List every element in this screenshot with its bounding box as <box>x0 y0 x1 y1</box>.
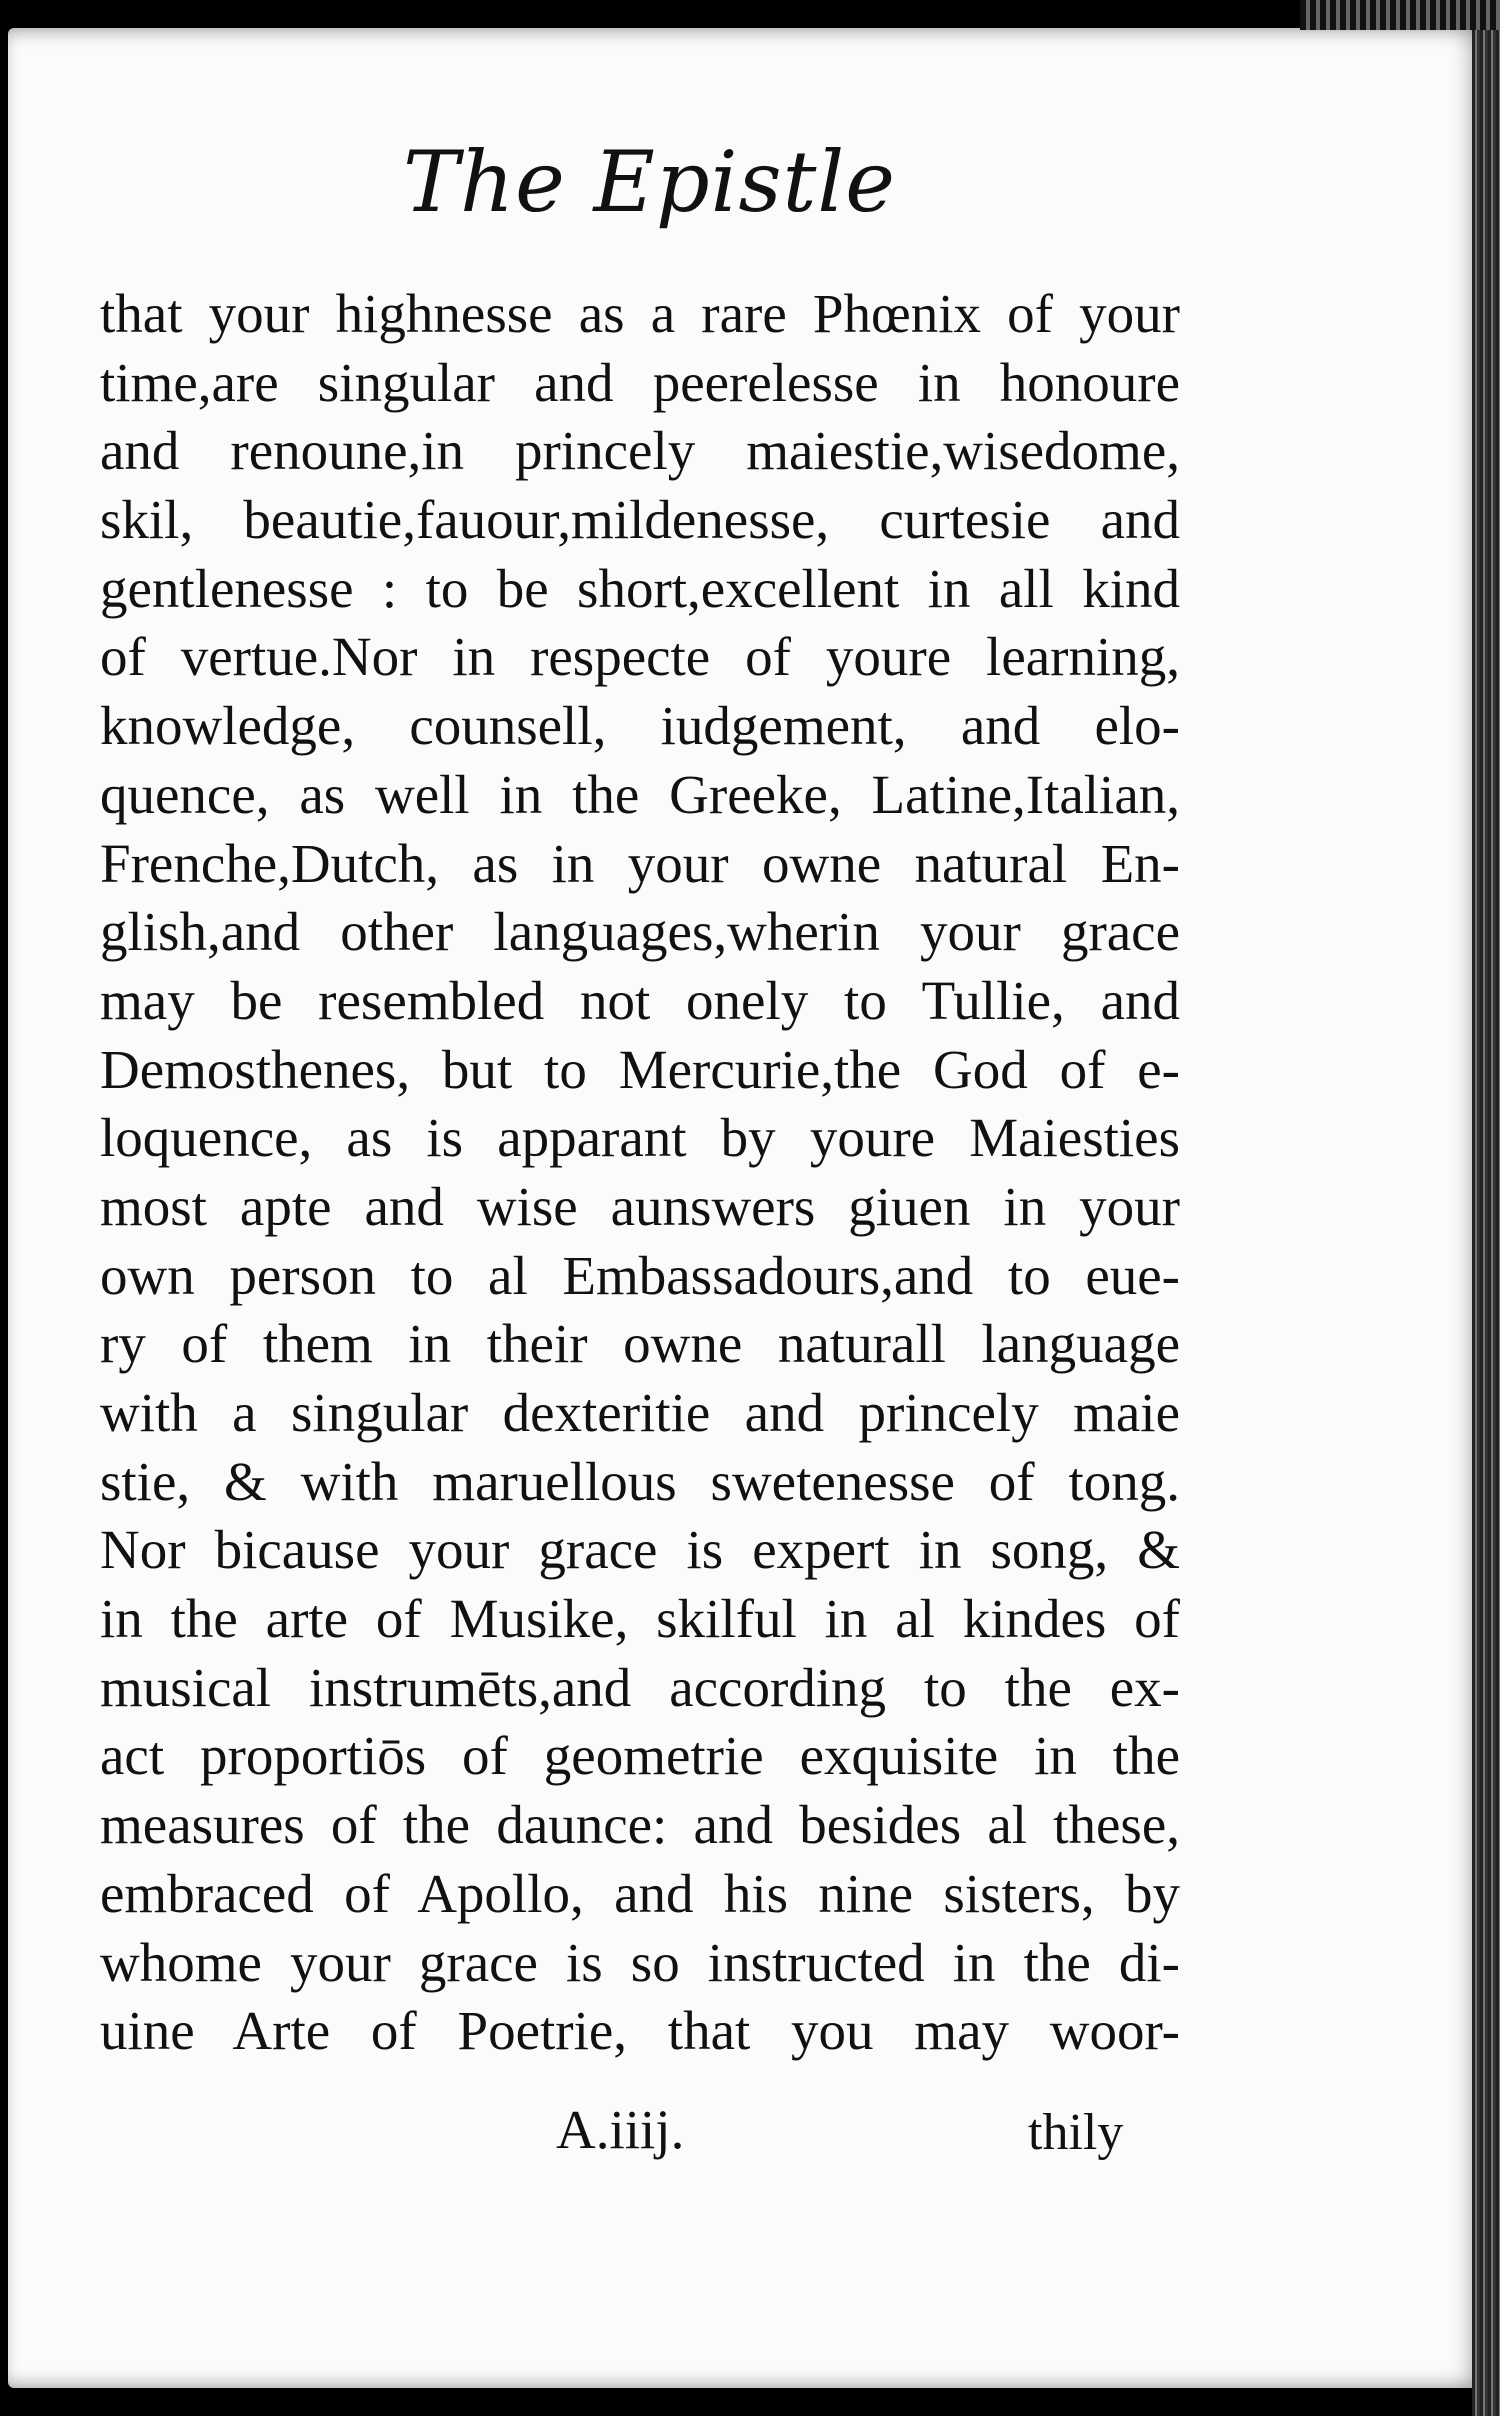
text-line: gentlenesse : to be short,excellent in all kind <box>100 557 1180 619</box>
text-line: musical instrumēts,and according to the ex- <box>100 1656 1180 1718</box>
text-line: in the arte of Musike, skilful in al kindes of <box>100 1588 1180 1650</box>
text-line: loquence, as is apparant by youre Maiesties <box>100 1107 1180 1169</box>
text-line: ry of them in their owne naturall language <box>100 1313 1180 1375</box>
text-line: skil, beautie,fauour,mildenesse, curtesie and <box>100 489 1180 551</box>
text-line: glish,and other languages,wherin your grace <box>100 901 1180 963</box>
text-line: own person to al Embassadours,and to eue- <box>100 1244 1180 1306</box>
text-line: Frenche,Dutch, as in your owne natural En- <box>100 832 1180 894</box>
text-line: quence, as well in the Greeke, Latine,Italian, <box>100 763 1180 825</box>
text-line: may be resembled not onely to Tullie, and <box>100 969 1180 1031</box>
text-line: act proportiōs of geometrie exquisite in the <box>100 1725 1180 1787</box>
running-title: The Epistle <box>403 133 896 231</box>
text-line: most apte and wise aunswers giuen in your <box>100 1175 1180 1237</box>
text-line: uine Arte of Poetrie, that you may woor- <box>100 2000 1180 2062</box>
text-line: of vertue.Nor in respecte of youre learning, <box>100 626 1180 688</box>
text-line: and renoune,in princely maiestie,wisedome, <box>100 420 1180 482</box>
text-line: Demosthenes, but to Mercurie,the God of e- <box>100 1038 1180 1100</box>
catchword: thily <box>1028 2104 1124 2161</box>
text-line: knowledge, counsell, iudgement, and elo- <box>100 695 1180 757</box>
text-line: with a singular dexteritie and princely maie <box>100 1382 1180 1443</box>
book-page <box>8 28 1490 2388</box>
body-text <box>100 280 1180 2066</box>
text-line: embraced of Apollo, and his nine sisters, by <box>100 1862 1180 1924</box>
binding-strip <box>1300 0 1500 30</box>
text-line: time,are singular and peerelesse in honoure <box>100 351 1180 413</box>
page-edge <box>1472 0 1500 2416</box>
text-line: measures of the daunce: and besides al these, <box>100 1794 1180 1856</box>
text-line: stie, & with maruellous swetenesse of tong. <box>100 1450 1180 1512</box>
text-line: that your highnesse as a rare Phœnix of your <box>100 283 1180 344</box>
signature-mark: A.iiij. <box>556 2099 685 2160</box>
text-line: Nor bicause your grace is expert in song, & <box>100 1519 1180 1581</box>
text-line: whome your grace is so instructed in the di- <box>100 1931 1180 1993</box>
